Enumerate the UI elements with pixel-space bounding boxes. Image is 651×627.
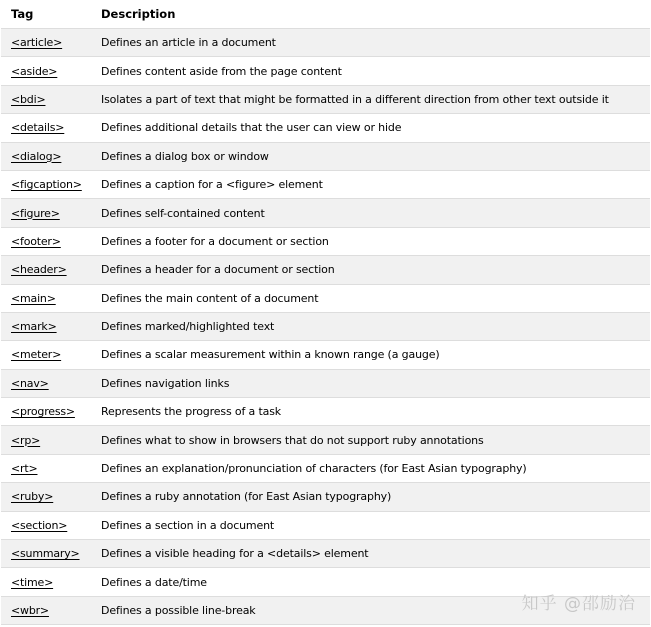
table-row xyxy=(1,114,650,142)
table-row xyxy=(1,142,650,170)
table-row xyxy=(1,199,650,227)
tag-cell xyxy=(1,426,91,454)
description-text: Defines a ruby annotation (for East Asian typography) xyxy=(101,490,392,504)
tag-link[interactable]: <footer> xyxy=(11,234,61,248)
table-row xyxy=(1,227,650,255)
tag-cell xyxy=(1,341,91,369)
table-row xyxy=(1,341,650,369)
description-cell xyxy=(91,312,650,340)
tag-link[interactable]: <details> xyxy=(11,121,65,135)
description-cell xyxy=(91,170,650,198)
description-cell xyxy=(91,398,650,426)
tag-link[interactable]: <progress> xyxy=(11,405,75,419)
tag-cell xyxy=(1,170,91,198)
tag-cell xyxy=(1,114,91,142)
table-row xyxy=(1,369,650,397)
table-row xyxy=(1,170,650,198)
description-text: Isolates a part of text that might be formatted in a different direction from other text outside it xyxy=(101,92,609,106)
description-text: Defines self-contained content xyxy=(101,206,265,220)
description-text: Defines what to show in browsers that do not support ruby annotations xyxy=(101,433,484,447)
html-tags-reference-table xyxy=(1,0,650,625)
table-row xyxy=(1,85,650,113)
description-text: Defines navigation links xyxy=(101,376,230,390)
description-cell xyxy=(91,142,650,170)
table-row xyxy=(1,29,650,57)
tag-link[interactable]: <time> xyxy=(11,575,54,589)
description-cell xyxy=(91,57,650,85)
description-text: Defines content aside from the page content xyxy=(101,64,342,78)
table-row xyxy=(1,284,650,312)
zhihu-watermark: 知乎 @邵励治 xyxy=(521,594,636,614)
tag-link[interactable]: <figure> xyxy=(11,206,60,220)
tag-link[interactable]: <ruby> xyxy=(11,490,54,504)
description-cell xyxy=(91,227,650,255)
table-row xyxy=(1,312,650,340)
description-cell xyxy=(91,483,650,511)
table-row xyxy=(1,57,650,85)
tag-link[interactable]: <main> xyxy=(11,291,56,305)
description-cell xyxy=(91,369,650,397)
description-cell xyxy=(91,114,650,142)
description-cell xyxy=(91,199,650,227)
tag-cell xyxy=(1,85,91,113)
table-row xyxy=(1,511,650,539)
description-text: Defines a visible heading for a <details> element xyxy=(101,547,369,561)
description-text: Defines an explanation/pronunciation of characters (for East Asian typography) xyxy=(101,462,527,476)
table-row xyxy=(1,398,650,426)
tag-link[interactable]: <bdi> xyxy=(11,92,46,106)
description-text: Defines a caption for a <figure> element xyxy=(101,178,323,192)
tag-link[interactable]: <meter> xyxy=(11,348,62,362)
tag-cell xyxy=(1,540,91,568)
tag-cell xyxy=(1,142,91,170)
description-cell xyxy=(91,256,650,284)
description-text: Defines a footer for a document or section xyxy=(101,234,329,248)
tag-cell xyxy=(1,29,91,57)
tag-cell xyxy=(1,369,91,397)
description-cell xyxy=(91,511,650,539)
tag-cell xyxy=(1,511,91,539)
description-text: Defines a date/time xyxy=(101,575,207,589)
description-cell xyxy=(91,454,650,482)
tag-cell xyxy=(1,454,91,482)
tag-cell xyxy=(1,199,91,227)
tag-cell xyxy=(1,596,91,624)
column-header-description: Description xyxy=(91,0,650,29)
table-header-row xyxy=(1,0,650,29)
tag-link[interactable]: <header> xyxy=(11,263,67,277)
table-row xyxy=(1,454,650,482)
table-body xyxy=(1,29,650,625)
description-text: Defines a section in a document xyxy=(101,518,275,532)
tag-link[interactable]: <figcaption> xyxy=(11,178,82,192)
tag-cell xyxy=(1,312,91,340)
description-text: Defines additional details that the user can view or hide xyxy=(101,121,402,135)
tag-link[interactable]: <rp> xyxy=(11,433,41,447)
table-row xyxy=(1,256,650,284)
description-text: Defines a header for a document or section xyxy=(101,263,335,277)
description-text: Defines a possible line-break xyxy=(101,604,256,617)
table-row xyxy=(1,540,650,568)
tag-link[interactable]: <wbr> xyxy=(11,604,49,617)
tag-link[interactable]: <dialog> xyxy=(11,149,62,163)
tag-link[interactable]: <mark> xyxy=(11,320,57,334)
description-text: Defines an article in a document xyxy=(101,36,276,50)
description-cell xyxy=(91,540,650,568)
description-cell xyxy=(91,284,650,312)
description-cell xyxy=(91,341,650,369)
description-text: Defines the main content of a document xyxy=(101,291,319,305)
column-header-tag: Tag xyxy=(1,0,91,29)
description-cell xyxy=(91,426,650,454)
description-text: Represents the progress of a task xyxy=(101,405,282,419)
tag-link[interactable]: <summary> xyxy=(11,547,80,561)
tag-link[interactable]: <section> xyxy=(11,518,68,532)
description-cell xyxy=(91,29,650,57)
tag-link[interactable]: <article> xyxy=(11,36,63,50)
tag-cell xyxy=(1,398,91,426)
description-text: Defines a dialog box or window xyxy=(101,149,269,163)
description-cell xyxy=(91,85,650,113)
tag-link[interactable]: <nav> xyxy=(11,376,49,390)
tag-cell xyxy=(1,568,91,596)
table-row xyxy=(1,483,650,511)
tag-cell xyxy=(1,483,91,511)
tag-cell xyxy=(1,256,91,284)
tag-link[interactable]: <aside> xyxy=(11,64,58,78)
description-text: Defines a scalar measurement within a known range (a gauge) xyxy=(101,348,440,362)
tag-cell xyxy=(1,284,91,312)
tag-cell xyxy=(1,227,91,255)
description-text: Defines marked/highlighted text xyxy=(101,320,275,334)
table-row xyxy=(1,426,650,454)
tag-link[interactable]: <rt> xyxy=(11,462,38,476)
tag-cell xyxy=(1,57,91,85)
